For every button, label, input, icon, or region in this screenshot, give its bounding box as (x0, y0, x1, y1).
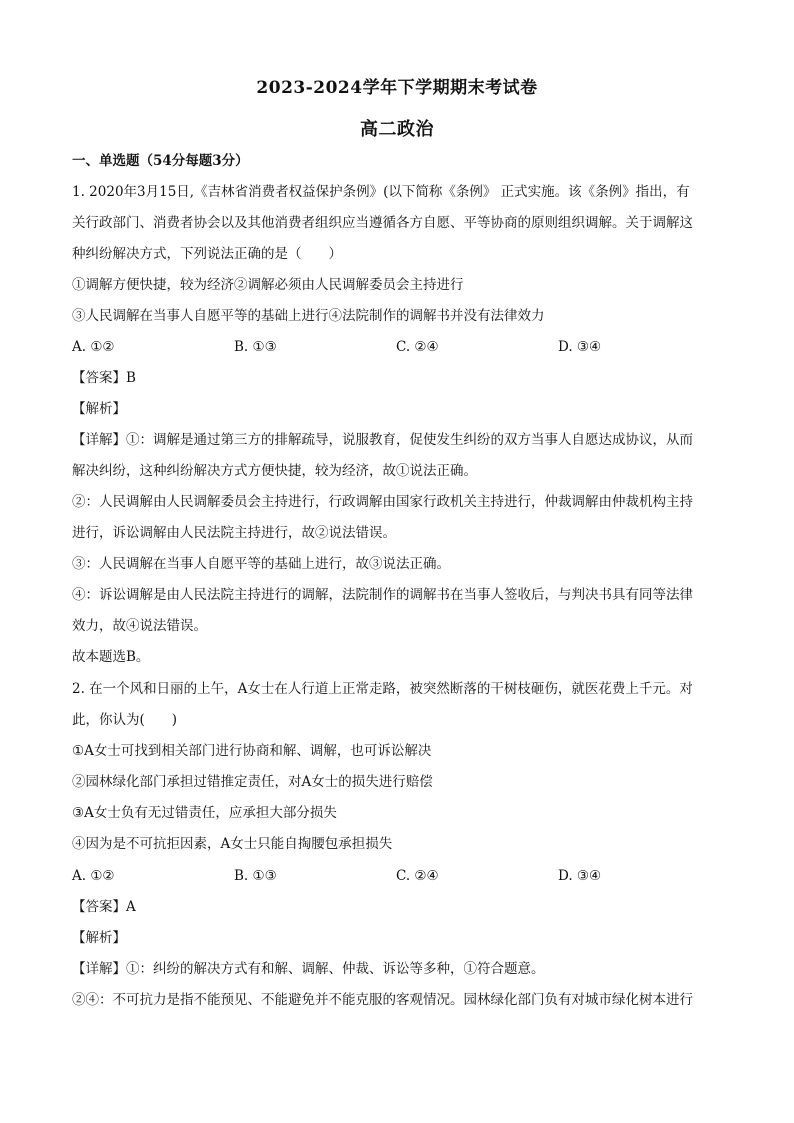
q2-option-b: B. ①③ (234, 868, 277, 884)
q2-stem-line: 此，你认为( ) (72, 712, 178, 728)
exam-subtitle: 高二政治 (360, 119, 434, 140)
q1-detail-line: 效力，故④说法错误。 (72, 618, 207, 634)
q2-statement: ①A女士可找到相关部门进行协商和解、调解，也可诉讼解决 (72, 743, 432, 759)
q2-detail-line: ②④：不可抗力是指不能预见、不能避免并不能克服的客观情况。园林绿化部门负有对城市绿化树本进行 (72, 992, 693, 1008)
q1-option-d: D. ③④ (558, 339, 602, 355)
exam-title: 2023-2024学年下学期期末考试卷 (256, 78, 538, 98)
q2-stem-line: 2. 在一个风和日丽的上午，A女士在人行道上正常走路，被突然断落的干树枝砸伤，就医花费上千元。对 (72, 681, 693, 697)
q1-detail-line: ③：人民调解在当事人自愿平等的基础上进行，故③说法正确。 (72, 556, 450, 572)
q2-option-a: A. ①② (72, 868, 115, 884)
q1-option-c: C. ②④ (396, 339, 439, 355)
q2-statement: ④因为是不可抗拒因素，A女士只能自掏腰包承担损失 (72, 836, 393, 852)
q2-option-d: D. ③④ (558, 868, 602, 884)
q2-analysis-label: 【解析】 (72, 930, 126, 946)
q2-answer: 【答案】A (72, 899, 136, 915)
q1-statement: ①调解方便快捷，较为经济②调解必须由人民调解委员会主持进行 (72, 277, 464, 293)
q1-detail-line: 【详解】①：调解是通过第三方的排解疏导，说服教育，促使发生纠纷的双方当事人自愿达成协议，从而 (72, 432, 693, 448)
q2-statement: ②园林绿化部门承担过错推定责任，对A女士的损失进行赔偿 (72, 774, 433, 790)
q2-statement: ③A女士负有无过错责任，应承担大部分损失 (72, 805, 337, 821)
q1-stem-line: 种纠纷解决方式，下列说法正确的是（ ） (72, 246, 342, 262)
q1-detail-line: 解决纠纷，这种纠纷解决方式方便快捷，较为经济，故①说法正确。 (72, 463, 477, 479)
section-heading: 一、单选题（54分每题3分） (72, 153, 249, 169)
q1-option-a: A. ①② (72, 339, 115, 355)
q1-conclusion: 故本题选B。 (72, 649, 150, 665)
q2-detail-line: 【详解】①：纠纷的解决方式有和解、调解、仲裁、诉讼等多种，①符合题意。 (72, 961, 545, 977)
q1-detail-line: 进行，诉讼调解由人民法院主持进行，故②说法错误。 (72, 525, 396, 541)
q1-analysis-label: 【解析】 (72, 401, 126, 417)
q1-detail-line: ②：人民调解由人民调解委员会主持进行，行政调解由国家行政机关主持进行，仲裁调解由仲裁机构主持 (72, 494, 693, 510)
q1-answer: 【答案】B (72, 370, 136, 386)
q1-detail-line: ④：诉讼调解是由人民法院主持进行的调解，法院制作的调解书在当事人签收后，与判决书具有同等法律 (72, 587, 693, 603)
q1-option-b: B. ①③ (234, 339, 277, 355)
q1-stem-line: 关行政部门、消费者协会以及其他消费者组织应当遵循各方自愿、平等协商的原则组织调解。关于调解这 (72, 215, 693, 231)
q2-option-c: C. ②④ (396, 868, 439, 884)
q1-stem-line: 1. 2020年3月15日,《吉林省消费者权益保护条例》(以下简称《条例》 正式实施。该《条例》指出，有 (72, 184, 690, 200)
q1-statement: ③人民调解在当事人自愿平等的基础上进行④法院制作的调解书并没有法律效力 (72, 308, 545, 324)
